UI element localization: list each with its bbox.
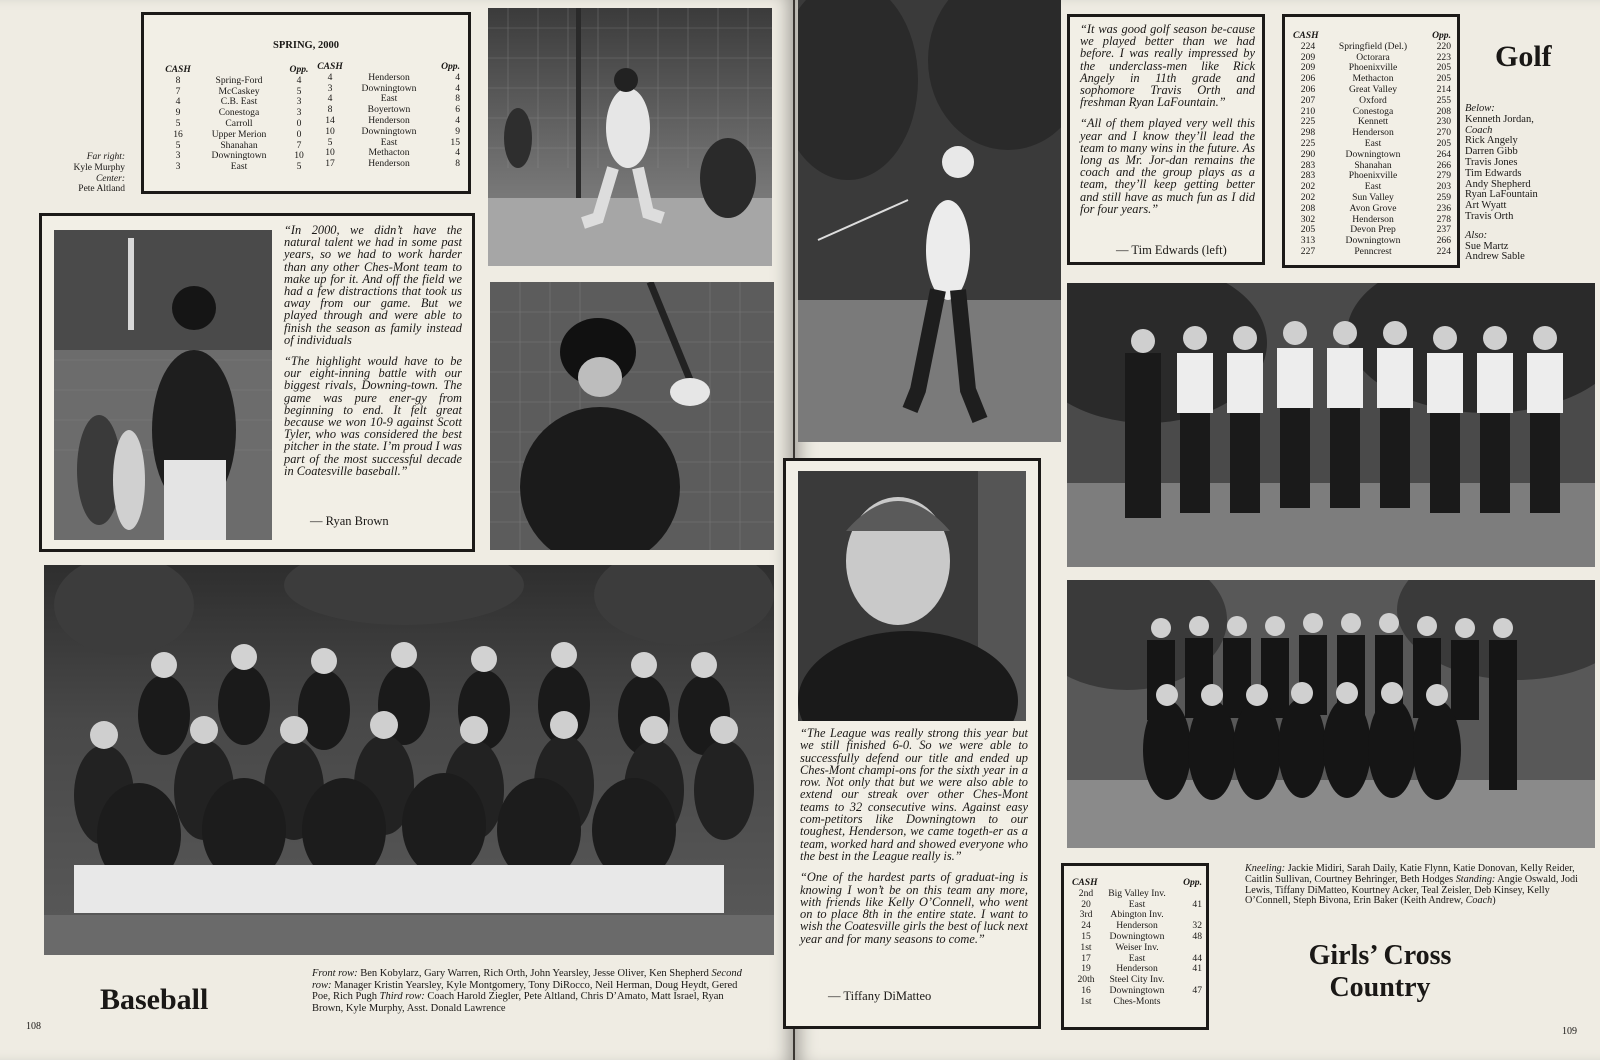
opponent-name: Henderson bbox=[368, 71, 410, 83]
cash-score: 313 bbox=[1300, 235, 1316, 247]
opponent-name: Henderson bbox=[368, 114, 410, 126]
cash-score: 19 bbox=[1081, 963, 1091, 975]
schedule-row bbox=[160, 76, 320, 87]
cash-score: 10 bbox=[325, 125, 335, 137]
xc-team-photo bbox=[1067, 580, 1595, 848]
opp-score: 230 bbox=[1436, 116, 1451, 128]
opponent-name: Henderson bbox=[1116, 920, 1158, 932]
quote-paragraph: “All of them played very well this year and I know they’ll lead the team to many wins in the future. As long as Mr. Jor-dan remains the coach and the group plays as a team, they’ll keep getting better and still have as much fun as I did for four years.” bbox=[1080, 116, 1255, 216]
cash-score: 4 bbox=[175, 96, 181, 108]
opp-score: 203 bbox=[1436, 181, 1451, 193]
opp-score: 205 bbox=[1436, 62, 1451, 74]
opp-score: 4 bbox=[455, 71, 460, 83]
caption-row-label: Standing: bbox=[1455, 873, 1496, 885]
schedule-row bbox=[314, 127, 464, 138]
opponent-name: Carroll bbox=[225, 117, 253, 129]
cash-score: 8 bbox=[175, 74, 181, 86]
cash-score: 227 bbox=[1300, 245, 1316, 257]
coach-name: Kenneth Jordan, bbox=[1465, 113, 1534, 125]
cash-score: 206 bbox=[1300, 73, 1316, 85]
schedule-right-column bbox=[314, 62, 464, 170]
schedule-row bbox=[314, 159, 464, 170]
opp-score: 32 bbox=[1192, 920, 1202, 932]
roster-player: Ryan LaFountain bbox=[1465, 189, 1538, 201]
tim-edwards-quote bbox=[1080, 23, 1255, 224]
schedule-row bbox=[1293, 96, 1453, 107]
xc-section-title bbox=[1260, 940, 1500, 1004]
roster-player: Andrew Sable bbox=[1465, 251, 1525, 263]
opponent-name: East bbox=[380, 136, 398, 148]
credit-label-far-right: Far right: bbox=[86, 152, 125, 162]
opponent-name: Oxford bbox=[1359, 94, 1387, 106]
opponent-name: Downingtown bbox=[1345, 148, 1401, 160]
quote-paragraph: “In 2000, we didn’t have the natural talent we had in some past years, so we had to work harder than any other Ches-Mont team to make up for it. And off the field we had a few distractions that took us away from our game. But we played through and were able to finish the season as family instead of individuals bbox=[284, 223, 462, 347]
caption-row-label: Front row: bbox=[312, 968, 358, 979]
cash-score: 7 bbox=[175, 85, 181, 97]
roster-player: Sue Martz bbox=[1465, 240, 1509, 252]
cash-score: 283 bbox=[1300, 170, 1316, 182]
opp-score: 214 bbox=[1436, 83, 1451, 95]
opponent-name: East bbox=[1128, 952, 1146, 964]
opp-score: 208 bbox=[1436, 105, 1451, 117]
xc-schedule-table bbox=[1072, 878, 1204, 1008]
cash-score: 5 bbox=[175, 117, 181, 129]
opp-score: 4 bbox=[455, 147, 460, 159]
schedule-row bbox=[160, 162, 320, 173]
opponent-name: Steel City Inv. bbox=[1109, 974, 1165, 986]
opp-score: 5 bbox=[296, 85, 302, 97]
ryan-brown-quote bbox=[284, 224, 462, 486]
golf-team-photo bbox=[1067, 283, 1595, 567]
opp-score: 270 bbox=[1436, 127, 1451, 139]
opponent-name: Conestoga bbox=[218, 107, 260, 119]
photo-credits bbox=[40, 152, 125, 195]
opponent-name: Henderson bbox=[1116, 963, 1158, 975]
opponent-name: Henderson bbox=[368, 158, 410, 170]
also-label: Also: bbox=[1465, 229, 1488, 241]
opp-score: 255 bbox=[1436, 94, 1451, 106]
roster-player: Travis Jones bbox=[1465, 156, 1518, 168]
cash-score: 224 bbox=[1300, 40, 1316, 52]
page-number: 108 bbox=[26, 1021, 41, 1032]
cash-score: 290 bbox=[1300, 148, 1316, 160]
cash-score: 209 bbox=[1300, 62, 1316, 74]
cash-score: 9 bbox=[175, 107, 181, 119]
cash-score: 225 bbox=[1300, 137, 1316, 149]
schedule-row bbox=[1072, 889, 1204, 900]
opponent-name: Shanahan bbox=[1354, 159, 1392, 171]
golf-schedule-box bbox=[1282, 14, 1460, 268]
xc-team-caption bbox=[1245, 864, 1590, 907]
baseball-team-caption bbox=[312, 968, 752, 1014]
golf-schedule-table bbox=[1293, 31, 1453, 258]
opponent-name: C.B. East bbox=[220, 96, 258, 108]
opp-score: 4 bbox=[296, 74, 302, 86]
cash-score: 16 bbox=[1081, 984, 1091, 996]
opponent-name: Abington Inv. bbox=[1110, 909, 1164, 921]
schedule-row bbox=[1293, 247, 1453, 258]
col-opp-header: Opp. bbox=[289, 64, 309, 75]
opp-score: 3 bbox=[296, 96, 302, 108]
opp-score: 0 bbox=[296, 117, 302, 129]
opponent-name: Phoenixville bbox=[1348, 62, 1398, 74]
schedule-row bbox=[1293, 150, 1453, 161]
schedule-left-column bbox=[160, 65, 320, 173]
caption-row-label: Kneeling: bbox=[1245, 863, 1286, 874]
golf-quote-box bbox=[1067, 14, 1265, 265]
opponent-name: Octorara bbox=[1356, 51, 1390, 63]
caption-row-names: Ben Kobylarz, Gary Warren, Rich Orth, John Yearsley, Jesse Oliver, Ken Shepherd bbox=[357, 968, 709, 979]
caption-row-label: Second row: bbox=[312, 968, 742, 991]
roster-player: Travis Orth bbox=[1465, 210, 1514, 222]
opp-score: 278 bbox=[1436, 213, 1451, 225]
opponent-name: Henderson bbox=[1352, 213, 1394, 225]
caption-row-names: Angie Oswald, Jodi Lewis, Tiffany DiMatteo, Kourtney Acker, Teal Zeisler, Deb Kinsey, Kelly O’Connell, Steph Bivona, Erin Baker (Keith Andrew, bbox=[1245, 873, 1578, 907]
opponent-name: Great Valley bbox=[1348, 83, 1398, 95]
schedule-season-title: SPRING, 2000 bbox=[273, 40, 339, 51]
opponent-name: Downingtown bbox=[1109, 930, 1165, 942]
col-opp-header: Opp. bbox=[441, 61, 460, 72]
cash-score: 207 bbox=[1300, 94, 1316, 106]
opp-score: 236 bbox=[1436, 202, 1451, 214]
cash-score: 1st bbox=[1080, 995, 1092, 1007]
opp-score bbox=[1174, 889, 1202, 900]
baseball-section-title: Baseball bbox=[100, 983, 209, 1016]
caption-row-names: Jackie Midiri, Sarah Daily, Katie Flynn, Katie Donovan, Kelly Reider, Caitlin Sullivan, Courtney Behringer, Beth Hodges bbox=[1245, 863, 1575, 885]
cash-score: 15 bbox=[1081, 930, 1091, 942]
cash-score: 225 bbox=[1300, 116, 1316, 128]
opp-score: 7 bbox=[296, 139, 302, 151]
opp-score: 6 bbox=[455, 104, 460, 116]
col-cash-header: CASH bbox=[165, 64, 191, 75]
opponent-name: Kennett bbox=[1357, 116, 1389, 128]
cash-score: 16 bbox=[173, 128, 183, 140]
opp-score: 0 bbox=[296, 128, 302, 140]
left-page bbox=[0, 0, 793, 1060]
quote-paragraph: “It was good golf season be-cause we played better than we had before. I was really impressed by the underclass-men like Rick Angely in 11th grade and sophomore Travis Orth and freshman Ryan LaFountain.” bbox=[1080, 22, 1255, 110]
col-cash-header: CASH bbox=[1293, 30, 1319, 41]
opp-score: 41 bbox=[1192, 963, 1202, 975]
opponent-name: Springfield (Del.) bbox=[1338, 40, 1408, 52]
opponent-name: Methacton bbox=[368, 147, 410, 159]
opp-score: 223 bbox=[1436, 51, 1451, 63]
opponent-name: Downingtown bbox=[211, 150, 267, 162]
cash-score: 202 bbox=[1300, 181, 1316, 193]
quote-attribution: — Tiffany DiMatteo bbox=[828, 989, 932, 1003]
opp-score: 5 bbox=[296, 161, 302, 173]
opponent-name: Conestoga bbox=[1352, 105, 1394, 117]
opponent-name: Henderson bbox=[1352, 127, 1394, 139]
quote-attribution: — Tim Edwards (left) bbox=[1116, 243, 1227, 257]
opp-score: 44 bbox=[1192, 952, 1202, 964]
cash-score: 17 bbox=[325, 158, 335, 170]
cash-score: 202 bbox=[1300, 191, 1316, 203]
opponent-name: Boyertown bbox=[367, 104, 411, 116]
quote-paragraph: “The League was really strong this year but we still finished 6-0. So we were able to successfully defend our title and ended up Ches-Mont champi-ons for the sixth year in a row. Not only that but we were also able to extend our streak over other Ches-Mont teams to 32 consecutive wins. Against easy com-petitors like Downingtown to our toughest, Henderson, we came togeth-er as a team, worked hard and showed everyone who the best in the League really is.” bbox=[800, 726, 1028, 863]
cash-score: 20th bbox=[1077, 974, 1095, 986]
schedule-row bbox=[1072, 943, 1204, 954]
roster-player: Tim Edwards bbox=[1465, 167, 1522, 179]
opp-score: 48 bbox=[1192, 930, 1202, 942]
opponent-name: Phoenixville bbox=[1348, 170, 1398, 182]
credit-name: Kyle Murphy bbox=[73, 162, 125, 173]
baseball-team-photo bbox=[44, 565, 774, 955]
batter-on-deck-photo bbox=[54, 230, 272, 540]
opponent-name: Methacton bbox=[1352, 73, 1394, 85]
cash-score: 4 bbox=[327, 93, 333, 105]
quote-paragraph: “The highlight would have to be our eight-inning battle with our biggest rivals, Downing-town. The game was pure ener-gy from beginning to end. It felt great because we won 10-9 against Scott Tyler, who was considered the best pitcher in the state. I’m proud I was part of the most successful decade in Coatesville baseball.” bbox=[284, 354, 462, 478]
opponent-name: Spring-Ford bbox=[215, 74, 263, 86]
coach-label: Coach bbox=[1465, 124, 1493, 136]
opponent-name: Avon Grove bbox=[1349, 202, 1397, 214]
roster-player: Rick Angely bbox=[1465, 135, 1518, 147]
cash-score: 302 bbox=[1300, 213, 1316, 225]
opponent-name: Downingtown bbox=[1109, 984, 1165, 996]
golf-section-title: Golf bbox=[1495, 40, 1552, 73]
opponent-name: Sun Valley bbox=[1352, 191, 1394, 203]
opponent-name: Shanahan bbox=[220, 139, 258, 151]
right-page bbox=[795, 0, 1600, 1060]
opp-score bbox=[1174, 997, 1202, 1008]
credit-name: Pete Altland bbox=[78, 184, 125, 195]
quote-paragraph: “One of the hardest parts of graduat-ing is knowing I won’t be on this team any more, with friends like Kelly O’Connell, who went on to place 8th in the entire state. I want to wish the Coatesville girls the best of luck next year and for many seasons to come.” bbox=[800, 870, 1028, 946]
baseball-schedule-box bbox=[141, 12, 471, 194]
cash-score: 3 bbox=[327, 82, 333, 94]
roster-player: Andy Shepherd bbox=[1465, 178, 1531, 190]
cash-score: 24 bbox=[1081, 920, 1091, 932]
opponent-name: Downingtown bbox=[361, 82, 417, 94]
cash-score: 2nd bbox=[1078, 887, 1094, 899]
tiffany-dimatteo-portrait bbox=[798, 471, 1026, 721]
opp-score: 8 bbox=[455, 93, 460, 105]
caption-row-names: Coach Harold Ziegler, Pete Altland, Chris D’Amato, Matt Israel, Ryan Brown, Kyle Murphy, Asst. Donald Lawrence bbox=[312, 991, 724, 1014]
cash-score: 5 bbox=[327, 136, 333, 148]
schedule-row bbox=[160, 130, 320, 141]
cash-score: 4 bbox=[327, 71, 333, 83]
cash-score: 14 bbox=[325, 114, 335, 126]
xc-quote-box bbox=[783, 458, 1041, 1029]
xc-schedule-box bbox=[1061, 863, 1209, 1030]
opp-score: 4 bbox=[455, 114, 460, 126]
opponent-name: East bbox=[380, 93, 398, 105]
roster-player: Art Wyatt bbox=[1465, 200, 1507, 212]
opponent-name: Ches-Monts bbox=[1113, 995, 1161, 1007]
opponent-name: Devon Prep bbox=[1350, 224, 1396, 236]
caption-row-label: Third row: bbox=[379, 991, 425, 1002]
caption-end: ) bbox=[1492, 895, 1496, 907]
opponent-name: East bbox=[1364, 181, 1382, 193]
opponent-name: Downingtown bbox=[361, 125, 417, 137]
credit-label-center: Center: bbox=[95, 173, 125, 184]
cash-score: 17 bbox=[1081, 952, 1091, 964]
opp-score: 279 bbox=[1436, 170, 1451, 182]
caption-coach-label: Coach bbox=[1465, 895, 1493, 907]
page-number: 109 bbox=[1562, 1026, 1577, 1037]
opp-score: 264 bbox=[1436, 148, 1451, 160]
caption-row-names: Manager Kristin Yearsley, Kyle Montgomery, Tony DiRocco, Neil Herman, Doug Heydt, Gered Poe, Rich Pugh bbox=[312, 979, 738, 1002]
schedule-row bbox=[1072, 997, 1204, 1008]
golf-roster bbox=[1465, 104, 1595, 263]
cash-score: 3 bbox=[175, 161, 181, 173]
ryan-brown-quote-box bbox=[39, 213, 475, 552]
col-opp-header: Opp. bbox=[1432, 30, 1451, 41]
quote-attribution: — Ryan Brown bbox=[310, 514, 389, 528]
schedule-row bbox=[314, 73, 464, 84]
opp-score bbox=[1174, 943, 1202, 954]
cash-score: 5 bbox=[175, 139, 181, 151]
cash-score: 205 bbox=[1300, 224, 1316, 236]
tiffany-dimatteo-quote bbox=[800, 727, 1028, 954]
opp-score: 237 bbox=[1436, 224, 1451, 236]
cash-score: 283 bbox=[1300, 159, 1316, 171]
opp-score: 3 bbox=[296, 107, 302, 119]
col-cash-header: CASH bbox=[1072, 877, 1098, 888]
opp-score: 205 bbox=[1436, 73, 1451, 85]
cash-score: 206 bbox=[1300, 83, 1316, 95]
opp-score: 224 bbox=[1436, 245, 1451, 257]
cash-score: 10 bbox=[325, 147, 335, 159]
xc-title-line1: Girls’ Cross bbox=[1308, 940, 1452, 971]
opp-score: 47 bbox=[1192, 984, 1202, 996]
opp-score: 220 bbox=[1436, 40, 1451, 52]
opp-score: 205 bbox=[1436, 137, 1451, 149]
xc-title-line2: Country bbox=[1329, 972, 1431, 1003]
col-opp-header: Opp. bbox=[1183, 877, 1202, 888]
batter-closeup-photo bbox=[490, 282, 774, 550]
roster-label: Below: bbox=[1465, 103, 1495, 114]
cash-score: 20 bbox=[1081, 898, 1091, 910]
opp-score: 15 bbox=[450, 136, 460, 148]
opponent-name: East bbox=[1128, 898, 1146, 910]
opp-score: 4 bbox=[455, 82, 460, 94]
schedule-row bbox=[1293, 204, 1453, 215]
opponent-name: Downingtown bbox=[1345, 235, 1401, 247]
opp-score: 259 bbox=[1436, 191, 1451, 203]
opponent-name: East bbox=[1364, 137, 1382, 149]
cash-score: 208 bbox=[1300, 202, 1316, 214]
opp-score: 10 bbox=[294, 150, 304, 162]
opponent-name: Penncrest bbox=[1354, 245, 1392, 257]
opponent-name: East bbox=[230, 161, 248, 173]
opponent-name: Upper Merion bbox=[211, 128, 267, 140]
golfer-swing-photo bbox=[798, 0, 1061, 442]
opp-score: 9 bbox=[455, 125, 460, 137]
opponent-name: Big Valley Inv. bbox=[1108, 887, 1166, 899]
schedule-row bbox=[1293, 42, 1453, 53]
opp-score: 41 bbox=[1192, 898, 1202, 910]
opponent-name: McCaskey bbox=[218, 85, 260, 97]
cash-score: 8 bbox=[327, 104, 333, 116]
cash-score: 209 bbox=[1300, 51, 1316, 63]
opp-score: 266 bbox=[1436, 235, 1451, 247]
opp-score: 8 bbox=[455, 158, 460, 170]
cash-score: 3rd bbox=[1079, 909, 1093, 921]
cash-score: 3 bbox=[175, 150, 181, 162]
cash-score: 210 bbox=[1300, 105, 1316, 117]
cash-score: 298 bbox=[1300, 127, 1316, 139]
opponent-name: Weiser Inv. bbox=[1115, 941, 1159, 953]
opp-score: 266 bbox=[1436, 159, 1451, 171]
batter-swing-photo bbox=[488, 8, 772, 266]
cash-score: 1st bbox=[1080, 941, 1092, 953]
roster-player: Darren Gibb bbox=[1465, 146, 1518, 158]
col-cash-header: CASH bbox=[317, 61, 343, 72]
